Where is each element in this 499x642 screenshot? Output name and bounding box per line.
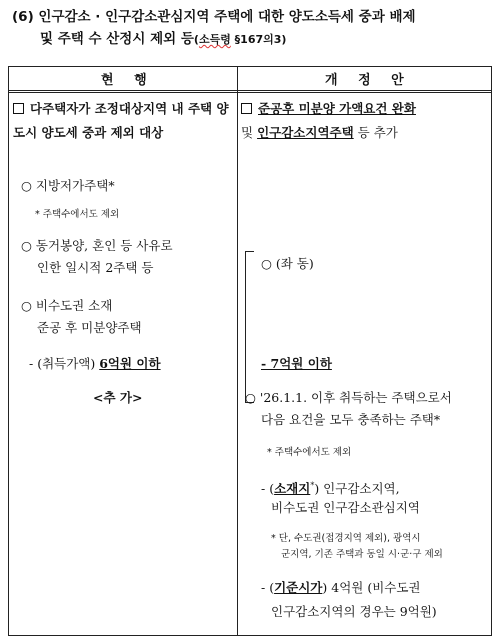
left-price: - (취득가액) 6억원 이하 <box>29 356 161 371</box>
right-note-2a: * 단, 수도권(접경지역 제외), 광역시 <box>271 533 421 544</box>
left-item-1: ○ 지방저가주택* <box>21 178 115 193</box>
header-revised: 개 정 안 <box>325 73 412 88</box>
left-bracket <box>245 251 254 403</box>
right-item-1b: 다음 요건을 모두 충족하는 주택* <box>261 412 441 427</box>
checkbox-icon <box>13 103 24 114</box>
right-location: - (소재지*) 인구감소지역, <box>261 481 400 497</box>
right-price: - 7억원 이하 <box>261 356 332 371</box>
left-note-1: * 주택수에서도 제외 <box>35 209 120 220</box>
left-add: <추 가> <box>93 390 143 405</box>
title-law-ref: (소득령 §167의3) <box>193 33 287 46</box>
right-paragraph-1: 준공후 미분양 가액요건 완화 및 인구감소지역주택 등 추가 <box>241 101 416 140</box>
right-note-2b: 군지역, 기존 주택과 동일 시·군·구 제외 <box>281 549 443 560</box>
title-line-1: (6) 인구감소 · 인구감소관심지역 주택에 대한 양도소득세 중과 배제 <box>12 9 416 25</box>
table-header <box>9 67 491 93</box>
left-item-3b: 준공 후 미분양주택 <box>37 320 142 335</box>
right-same: ○ (좌 동) <box>261 256 314 271</box>
section-title <box>12 6 496 51</box>
checkbox-icon <box>241 103 252 114</box>
column-divider <box>237 67 238 635</box>
left-item-3a: ○ 비수도권 소재 <box>21 298 113 313</box>
right-standard-price: - (기준시가) 4억원 (비수도권 <box>261 580 421 595</box>
right-note-1: * 주택수에서도 제외 <box>267 447 352 458</box>
right-standard-price-b: 인구감소지역의 경우는 9억원) <box>271 604 437 619</box>
title-line-2 <box>12 28 496 51</box>
left-paragraph-1: 다주택자가 조정대상지역 내 주택 양도시 양도세 중과 제외 대상 <box>13 101 229 140</box>
right-item-1a: ○ '26.1.1. 이후 취득하는 주택으로서 <box>245 390 452 405</box>
title-line-2-main: 및 주택 수 산정시 제외 등 <box>40 31 194 47</box>
comparison-table <box>8 66 492 636</box>
left-item-2b: 인한 일시적 2주택 등 <box>37 260 154 275</box>
right-location-b: 비수도권 인구감소관심지역 <box>271 500 420 515</box>
left-item-2a: ○ 동거봉양, 혼인 등 사유로 <box>21 238 173 253</box>
header-current: 현 행 <box>101 73 155 88</box>
